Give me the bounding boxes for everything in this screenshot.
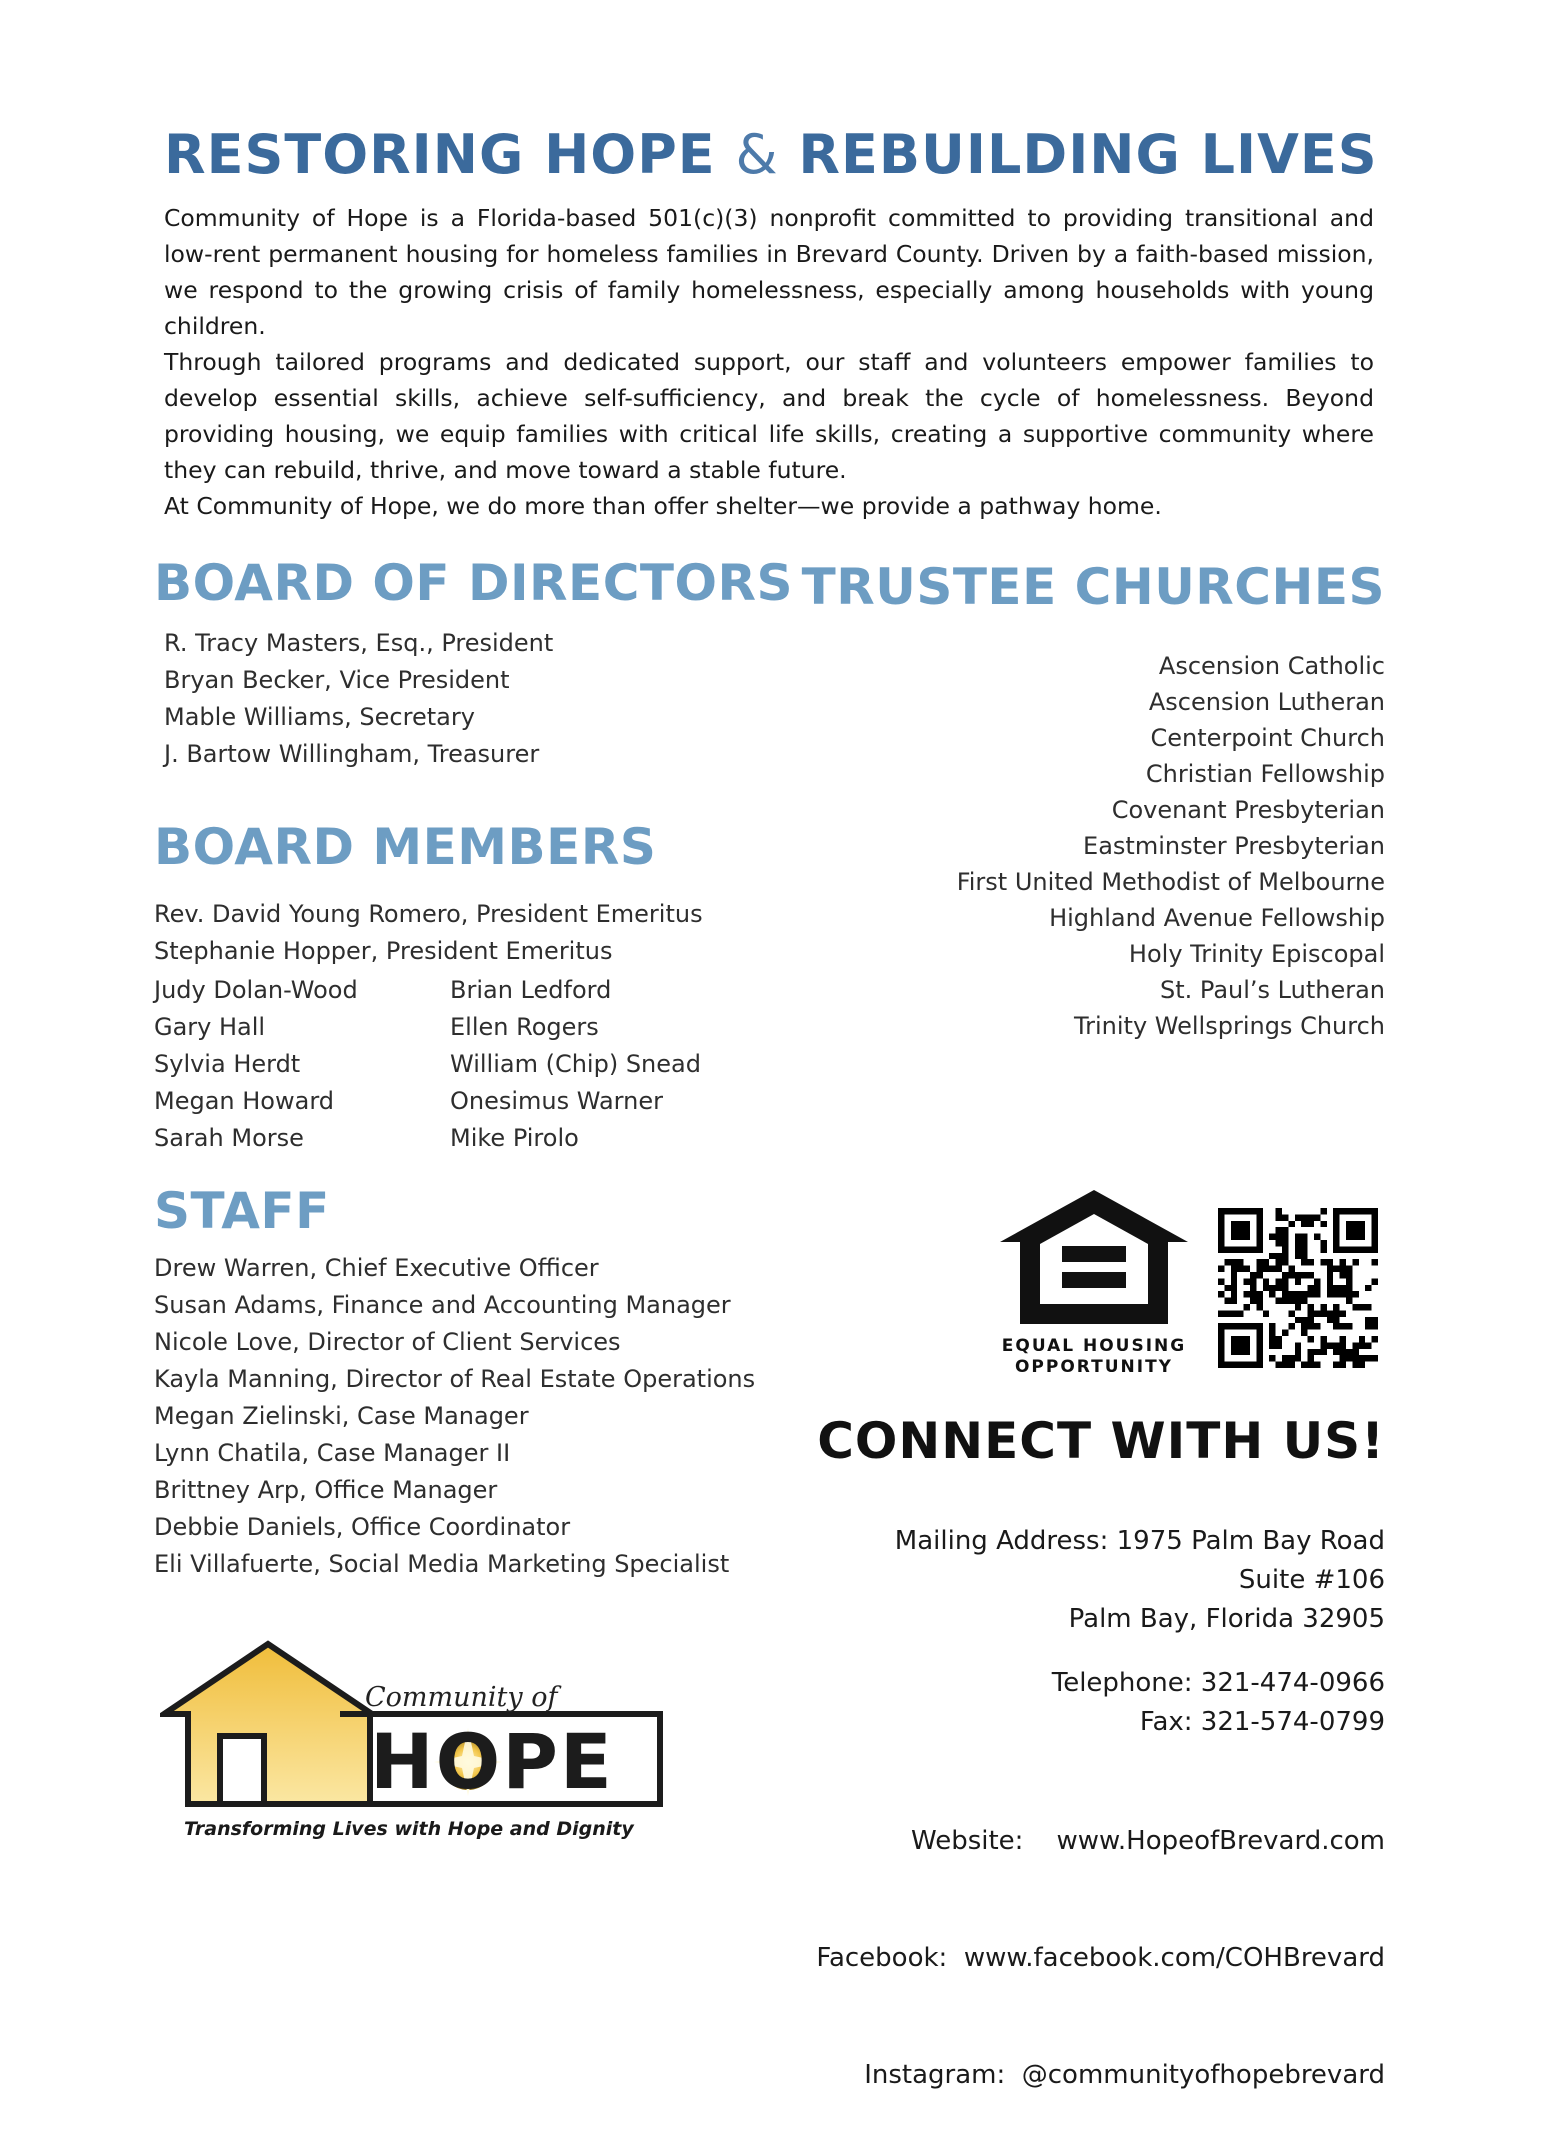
- fax: Fax: 321-574-0799: [1139, 1707, 1385, 1737]
- page-title-ampersand: &: [735, 123, 779, 186]
- list-item: Covenant Presbyterian: [1111, 796, 1385, 824]
- connect-heading: CONNECT WITH US!: [817, 1412, 1385, 1470]
- trustee-churches-list: [957, 648, 1385, 1044]
- board-members-emeriti: [154, 896, 703, 970]
- intro-paragraph-1: Community of Hope is a Florida-based 501(c)(3) nonprofit committed to providing transitional and low-rent permanent housing for homeless families in Brevard County. Driven by a faith-based mission, we respond to the growing crisis of family homelessness, especially among households with young children.: [164, 204, 1374, 340]
- equal-housing-line-2: OPPORTUNITY: [1014, 1357, 1173, 1377]
- mailing-line: Suite #106: [1238, 1565, 1385, 1595]
- list-item: Highland Avenue Fellowship: [1049, 904, 1385, 932]
- list-item: St. Paul’s Lutheran: [1160, 976, 1385, 1004]
- community-of-hope-logo: [160, 1640, 670, 1850]
- list-item: Debbie Daniels, Office Coordinator: [154, 1513, 571, 1541]
- page-title-part1: RESTORING HOPE: [164, 123, 716, 186]
- list-item: Sylvia Herdt: [154, 1050, 301, 1078]
- page-title: [164, 123, 1378, 186]
- staff-heading: STAFF: [154, 1182, 330, 1240]
- list-item: Lynn Chatila, Case Manager II: [154, 1439, 511, 1467]
- list-item: Eastminster Presbyterian: [1083, 832, 1385, 860]
- list-item: Stephanie Hopper, President Emeritus: [154, 937, 613, 965]
- list-item: Sarah Morse: [154, 1124, 304, 1152]
- list-item: Bryan Becker, Vice President: [164, 666, 510, 694]
- list-item: Judy Dolan-Wood: [154, 976, 358, 1004]
- list-item: Ellen Rogers: [450, 1013, 599, 1041]
- list-item: Nicole Love, Director of Client Services: [154, 1328, 621, 1356]
- list-item: Ascension Lutheran: [1148, 688, 1385, 716]
- list-item: Eli Villafuerte, Social Media Marketing Specialist: [154, 1550, 730, 1578]
- intro-paragraph-3: At Community of Hope, we do more than offer shelter—we provide a pathway home.: [164, 492, 1162, 520]
- equal-housing-line-1: EQUAL HOUSING: [1001, 1336, 1187, 1356]
- board-members-column-1: [154, 972, 358, 1157]
- list-item: Mike Pirolo: [450, 1124, 579, 1152]
- list-item: Megan Howard: [154, 1087, 334, 1115]
- list-item: First United Methodist of Melbourne: [956, 868, 1385, 896]
- intro-text: [164, 200, 1374, 524]
- list-item: Trinity Wellsprings Church: [1074, 1012, 1385, 1040]
- equal-housing-house-icon: [996, 1186, 1192, 1326]
- list-item: Brian Ledford: [450, 976, 612, 1004]
- staff-list: [154, 1250, 755, 1583]
- trustee-churches-heading: TRUSTEE CHURCHES: [801, 558, 1385, 616]
- list-item: Rev. David Young Romero, President Emeritus: [154, 900, 703, 928]
- list-item: Brittney Arp, Office Manager: [154, 1476, 498, 1504]
- list-item: Gary Hall: [154, 1013, 266, 1041]
- list-item: J. Bartow Willingham, Treasurer: [164, 740, 540, 768]
- telephone[interactable]: Telephone: 321-474-0966: [1051, 1668, 1385, 1698]
- intro-paragraph-2: Through tailored programs and dedicated support, our staff and volunteers empower families to develop essential skills, achieve self-sufficiency, and break the cycle of homelessness. Beyond providing housing, we equip families with critical life skills, creating a supportive community where they can rebuild, thrive, and move toward a stable future.: [164, 348, 1374, 484]
- list-item: R. Tracy Masters, Esq., President: [164, 629, 554, 657]
- board-members-heading: BOARD MEMBERS: [154, 818, 657, 876]
- board-of-directors-list: [164, 625, 553, 773]
- facebook-link[interactable]: Facebook: www.facebook.com/COHBrevard: [816, 1943, 1385, 1973]
- logo-hope-word: HOPE: [370, 1717, 614, 1806]
- list-item: Kayla Manning, Director of Real Estate Operations: [154, 1365, 756, 1393]
- qr-code-icon[interactable]: [1218, 1208, 1378, 1368]
- list-item: Holy Trinity Episcopal: [1128, 940, 1385, 968]
- website-link[interactable]: Website: www.HopeofBrevard.com: [911, 1826, 1385, 1856]
- list-item: Ascension Catholic: [1158, 652, 1385, 680]
- list-item: William (Chip) Snead: [450, 1050, 701, 1078]
- list-item: Megan Zielinski, Case Manager: [154, 1402, 529, 1430]
- instagram-link[interactable]: Instagram: @communityofhopebrevard: [864, 2060, 1385, 2090]
- list-item: Christian Fellowship: [1145, 760, 1385, 788]
- list-item: Drew Warren, Chief Executive Officer: [154, 1254, 599, 1282]
- mailing-line: Palm Bay, Florida 32905: [1068, 1604, 1385, 1634]
- online-links: [816, 1744, 1385, 2134]
- phone-info: [1052, 1664, 1385, 1742]
- list-item: Susan Adams, Finance and Accounting Manager: [154, 1291, 731, 1319]
- list-item: Mable Williams, Secretary: [164, 703, 475, 731]
- equal-housing-logo: [996, 1186, 1192, 1376]
- board-members-column-2: [450, 972, 701, 1157]
- logo-script-text: Community of: [365, 1682, 558, 1713]
- mailing-line: Mailing Address: 1975 Palm Bay Road: [894, 1526, 1385, 1556]
- logo-tagline: Transforming Lives with Hope and Dignity: [184, 1818, 634, 1840]
- board-of-directors-heading: BOARD OF DIRECTORS: [154, 554, 794, 612]
- list-item: Onesimus Warner: [450, 1087, 663, 1115]
- list-item: Centerpoint Church: [1150, 724, 1385, 752]
- page-title-part2: REBUILDING LIVES: [798, 123, 1378, 186]
- mailing-address: [895, 1522, 1385, 1639]
